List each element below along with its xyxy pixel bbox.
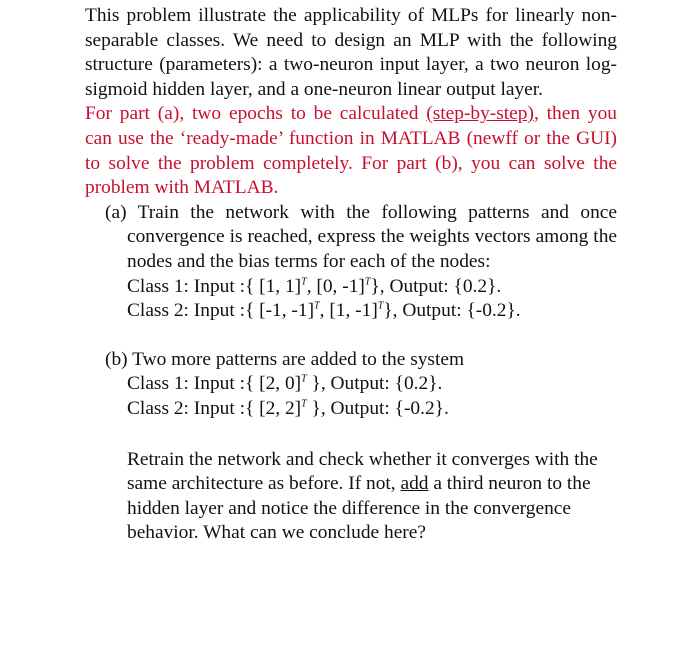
part-a-class1 [127, 275, 617, 300]
transpose-mark: T [301, 398, 307, 410]
vector-separator: , [306, 275, 317, 297]
instructions-text-1: For part (a), two epochs to be calculated [85, 103, 427, 125]
part-b-class2 [127, 397, 617, 422]
class2-output: }, Output: {-0.2}. [383, 300, 521, 322]
vector-separator: , [319, 300, 330, 322]
class1-vector: [2, 0] [259, 373, 302, 395]
add-underlined: add [400, 473, 429, 495]
spacer [105, 422, 617, 448]
instructions-paragraph [85, 102, 617, 200]
spacer [85, 324, 617, 348]
class2-label: Class 2: Input :{ [127, 300, 260, 322]
retrain-text-2: a third neuron to the hidden layer and notice the difference in the convergence behavior. What can we conclude here? [127, 473, 591, 544]
instructions-text-2: , then you can use the ‘ready-made’ function in MATLAB (newff or the GUI) to solve the problem completely. For part (b), you can solve the problem with MATLAB. [85, 103, 617, 199]
class1-vector-1: [1, 1] [259, 275, 302, 297]
intro-paragraph: This problem illustrate the applicability of MLPs for linearly non-separable classes. We need to design an MLP with the following structure (parameters): a two-neuron input layer, a two neuron log-sigmoid hidden layer, and a one-neuron linear output layer. [85, 5, 617, 100]
class1-vector-2: [0, -1] [316, 275, 365, 297]
part-b-class1 [127, 372, 617, 397]
part-b [105, 348, 617, 546]
transpose-mark: T [377, 300, 384, 312]
step-by-step-link[interactable]: (step-by-step) [426, 103, 534, 125]
retrain-paragraph [127, 448, 617, 546]
class2-vector: [2, 2] [259, 397, 302, 419]
class2-label: Class 2: Input :{ [127, 397, 260, 419]
transpose-mark: T [301, 276, 307, 288]
class1-label: Class 1: Input :{ [127, 373, 260, 395]
class2-output: }, Output: {-0.2}. [306, 397, 449, 419]
transpose-mark: T [364, 276, 371, 288]
part-b-text: (b) Two more patterns are added to the system [105, 348, 465, 370]
class1-label: Class 1: Input :{ [127, 275, 260, 297]
part-a-text: (a) Train the network with the following patterns and once convergence is reached, express the weights vectors among the nodes and the bias terms for each of the nodes: [105, 201, 617, 272]
class2-vector-2: [1, -1] [329, 300, 378, 322]
part-a-class2 [127, 299, 617, 324]
class1-output: }, Output: {0.2}. [306, 373, 443, 395]
class2-vector-1: [-1, -1] [259, 300, 315, 322]
class1-output: }, Output: {0.2}. [370, 275, 502, 297]
transpose-mark: T [301, 373, 307, 385]
problem-document [85, 4, 617, 546]
retrain-text-1: Retrain the network and check whether it converges with the same architecture as before. If not, [127, 448, 598, 495]
part-a [105, 201, 617, 324]
transpose-mark: T [314, 300, 320, 312]
